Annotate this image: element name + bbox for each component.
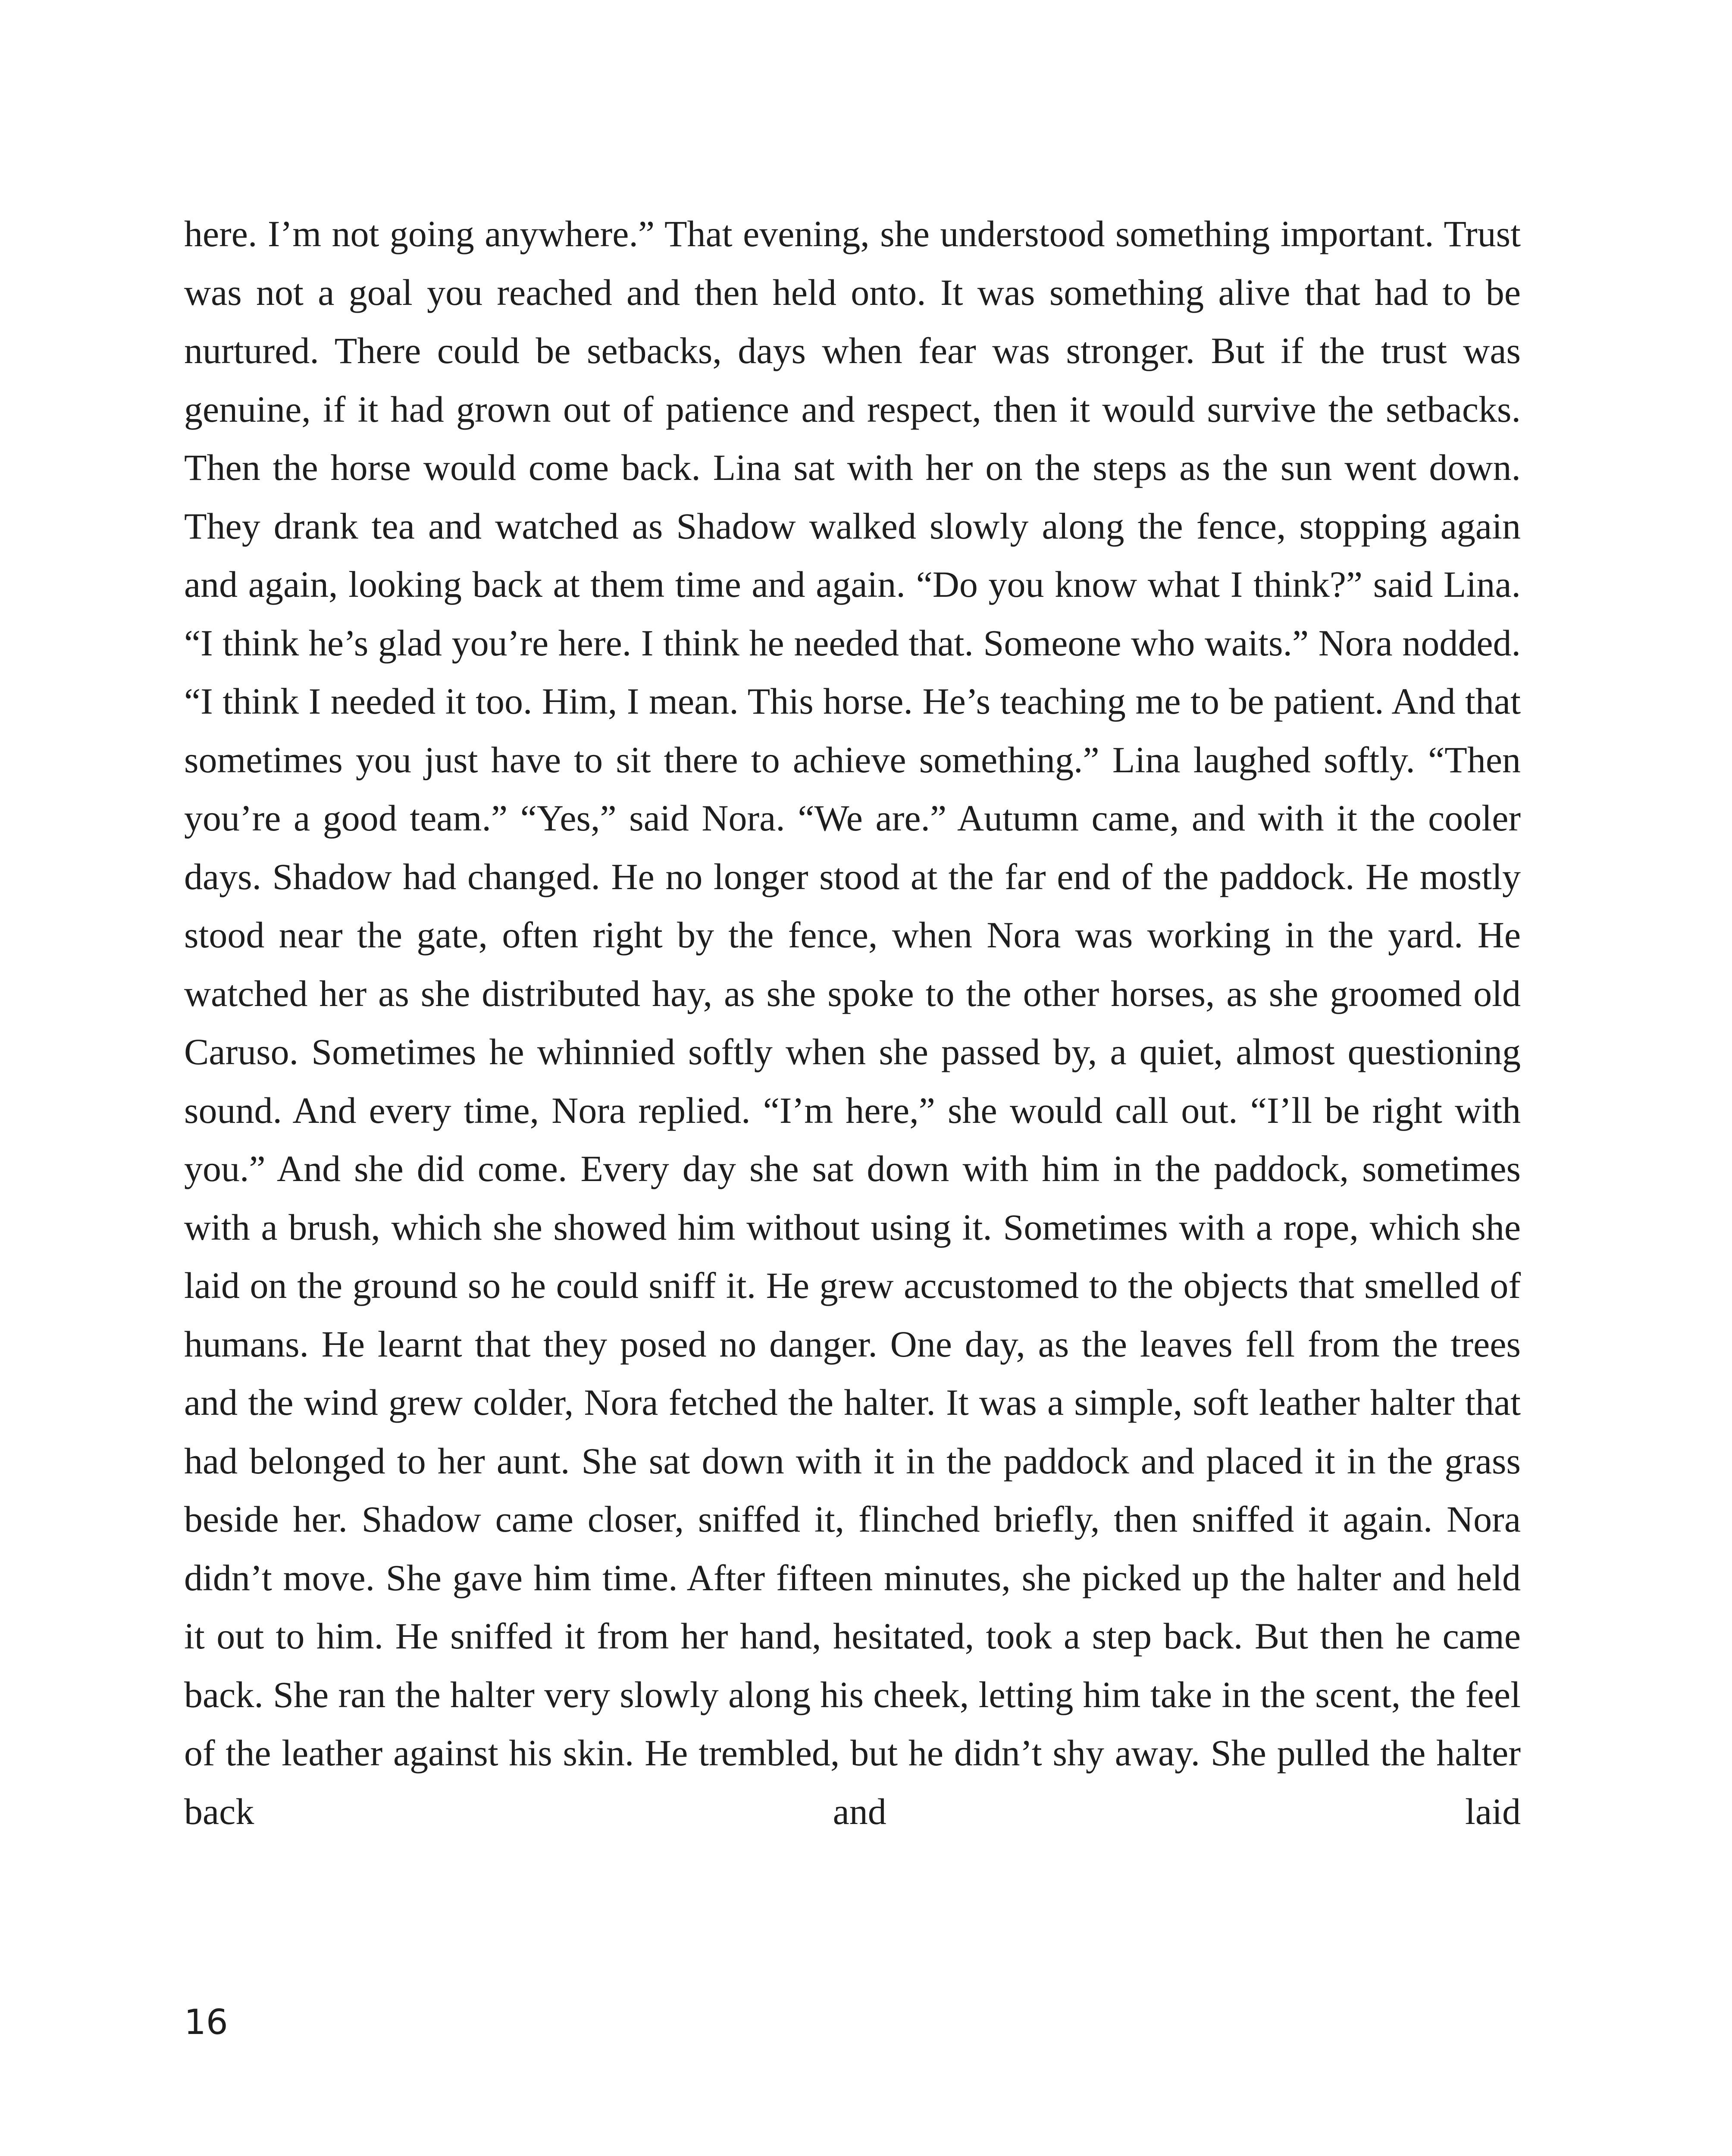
body-paragraph: here. I’m not going anywhere.” That evening, she understood something important. Trust was not a goal you reached and then held onto. It was something alive that had to be nurtured. There could be setbacks, days when fear was stronger. But if the trust was genuine, if it had grown out of patience and respect, then it would survive the setbacks. Then the horse would come back. Lina sat with her on the steps as the sun went down. They drank tea and watched as Shadow walked slowly along the fence, stopping again and again, looking back at them time and again. “Do you know what I think?” said Lina. “I think he’s glad you’re here. I think he needed that. Someone who waits.” Nora nodded. “I think I needed it too. Him, I mean. This horse. He’s teaching me to be patient. And that sometimes you just have to sit there to achieve something.” Lina laughed softly. “Then you’re a good team.” “Yes,” said Nora. “We are.” Autumn came, and with it the cooler days. Shadow had changed. He no longer stood at the far end of the paddock. He mostly stood near the gate, often right by the fence, when Nora was working in the yard. He watched her as she distributed hay, as she spoke to the other horses, as she groomed old Caruso. Sometimes he whinnied softly when she passed by, a quiet, almost questioning sound. And every time, Nora replied. “I’m here,” she would call out. “I’ll be right with you.” And she did come. Every day she sat down with him in the paddock, sometimes with a brush, which she showed him without using it. Sometimes with a rope, which she laid on the ground so he could sniff it. He grew accustomed to the objects that smelled of humans. He learnt that they posed no danger. One day, as the leaves fell from the trees and the wind grew colder, Nora fetched the halter. It was a simple, soft leather halter that had belonged to her aunt. She sat down with it in the paddock and placed it in the grass beside her. Shadow came closer, sniffed it, flinched briefly, then sniffed it again. Nora didn’t move. She gave him time. After fifteen minutes, she picked up the halter and held it out to him. He sniffed it from her hand, hesitated, took a step back. But then he came back. She ran the halter very slowly along his cheek, letting him take in the scent, the feel of the leather against his skin. He trembled, but he didn’t shy away. She pulled the halter back and laid (184, 213, 1521, 1832)
page-number: 16 (184, 2002, 228, 2042)
